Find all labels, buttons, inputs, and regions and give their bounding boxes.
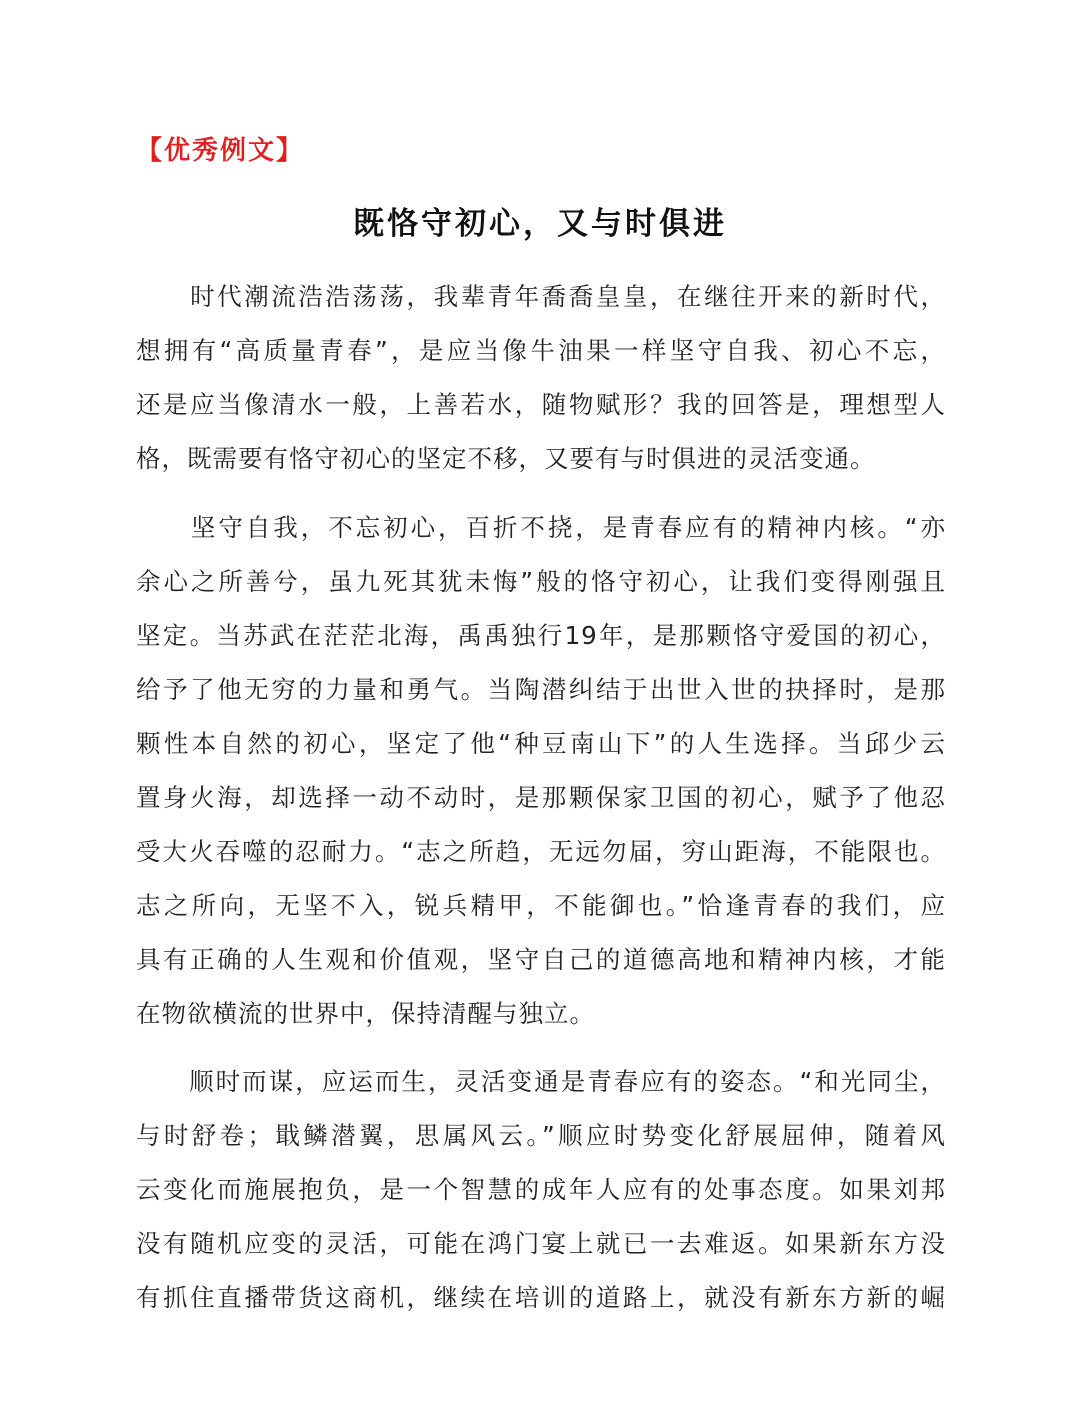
text-line: 没有随机应变的灵活，可能在鸿门宴上就已一去难返。如果新东方没: [136, 1229, 946, 1258]
text-line: 置身火海，却选择一动不动时，是那颗保家卫国的初心，赋予了他忍: [136, 783, 946, 812]
text-line: 顺时而谋，应运而生，灵活变通是青春应有的姿态。“和光同尘，: [136, 1067, 946, 1096]
text-line: 时代潮流浩浩荡荡，我辈青年喬喬皇皇，在继往开来的新时代，: [136, 282, 946, 311]
text-line: 与时舒卷；戢鳞潜翼，思属风云。”顺应时势变化舒展屈伸，随着风: [136, 1121, 946, 1150]
text-line: 坚守自我，不忘初心，百折不挠，是青春应有的精神内核。“亦: [136, 513, 946, 542]
text-line: 云变化而施展抱负，是一个智慧的成年人应有的处事态度。如果刘邦: [136, 1175, 946, 1204]
essay-title: 既恪守初心，又与时俱进: [353, 206, 727, 242]
text-line: 格，既需要有恪守初心的坚定不移，又要有与时俱进的灵活变通。: [136, 444, 876, 473]
text-line: 给予了他无穷的力量和勇气。当陶潜纠结于出世入世的抉择时，是那: [136, 675, 946, 704]
text-line: 有抓住直播带货这商机，继续在培训的道路上，就没有新东方新的崛: [136, 1283, 946, 1312]
text-line: 具有正确的人生观和价值观，坚守自己的道德高地和精神内核，才能: [136, 945, 946, 974]
text-line: 志之所向，无坚不入，锐兵精甲，不能御也。”恰逢青春的我们，应: [136, 891, 946, 920]
paragraph-2: [136, 501, 946, 1041]
text-line: 受大火吞噬的忍耐力。“志之所趋，无远勿届，穷山距海，不能限也。: [136, 837, 946, 866]
text-line: 在物欲横流的世界中，保持清醒与独立。: [136, 999, 595, 1028]
text-line: 余心之所善兮，虽九死其犹未悔”般的恪守初心，让我们变得刚强且: [136, 567, 946, 596]
section-tag: 【优秀例文】: [136, 136, 305, 166]
text-line: 想拥有“高质量青春”，是应当像牛油果一样坚守自我、初心不忘，: [136, 336, 946, 365]
text-line: 坚定。当苏武在茫茫北海，禹禹独行19年，是那颗恪守爱国的初心，: [136, 621, 946, 650]
paragraph-1: [136, 270, 946, 486]
text-line: 还是应当像清水一般，上善若水，随物赋形？我的回答是，理想型人: [136, 390, 946, 419]
paragraph-3: [136, 1055, 946, 1325]
text-line: 颗性本自然的初心，坚定了他“种豆南山下”的人生选择。当邱少云: [136, 729, 946, 758]
